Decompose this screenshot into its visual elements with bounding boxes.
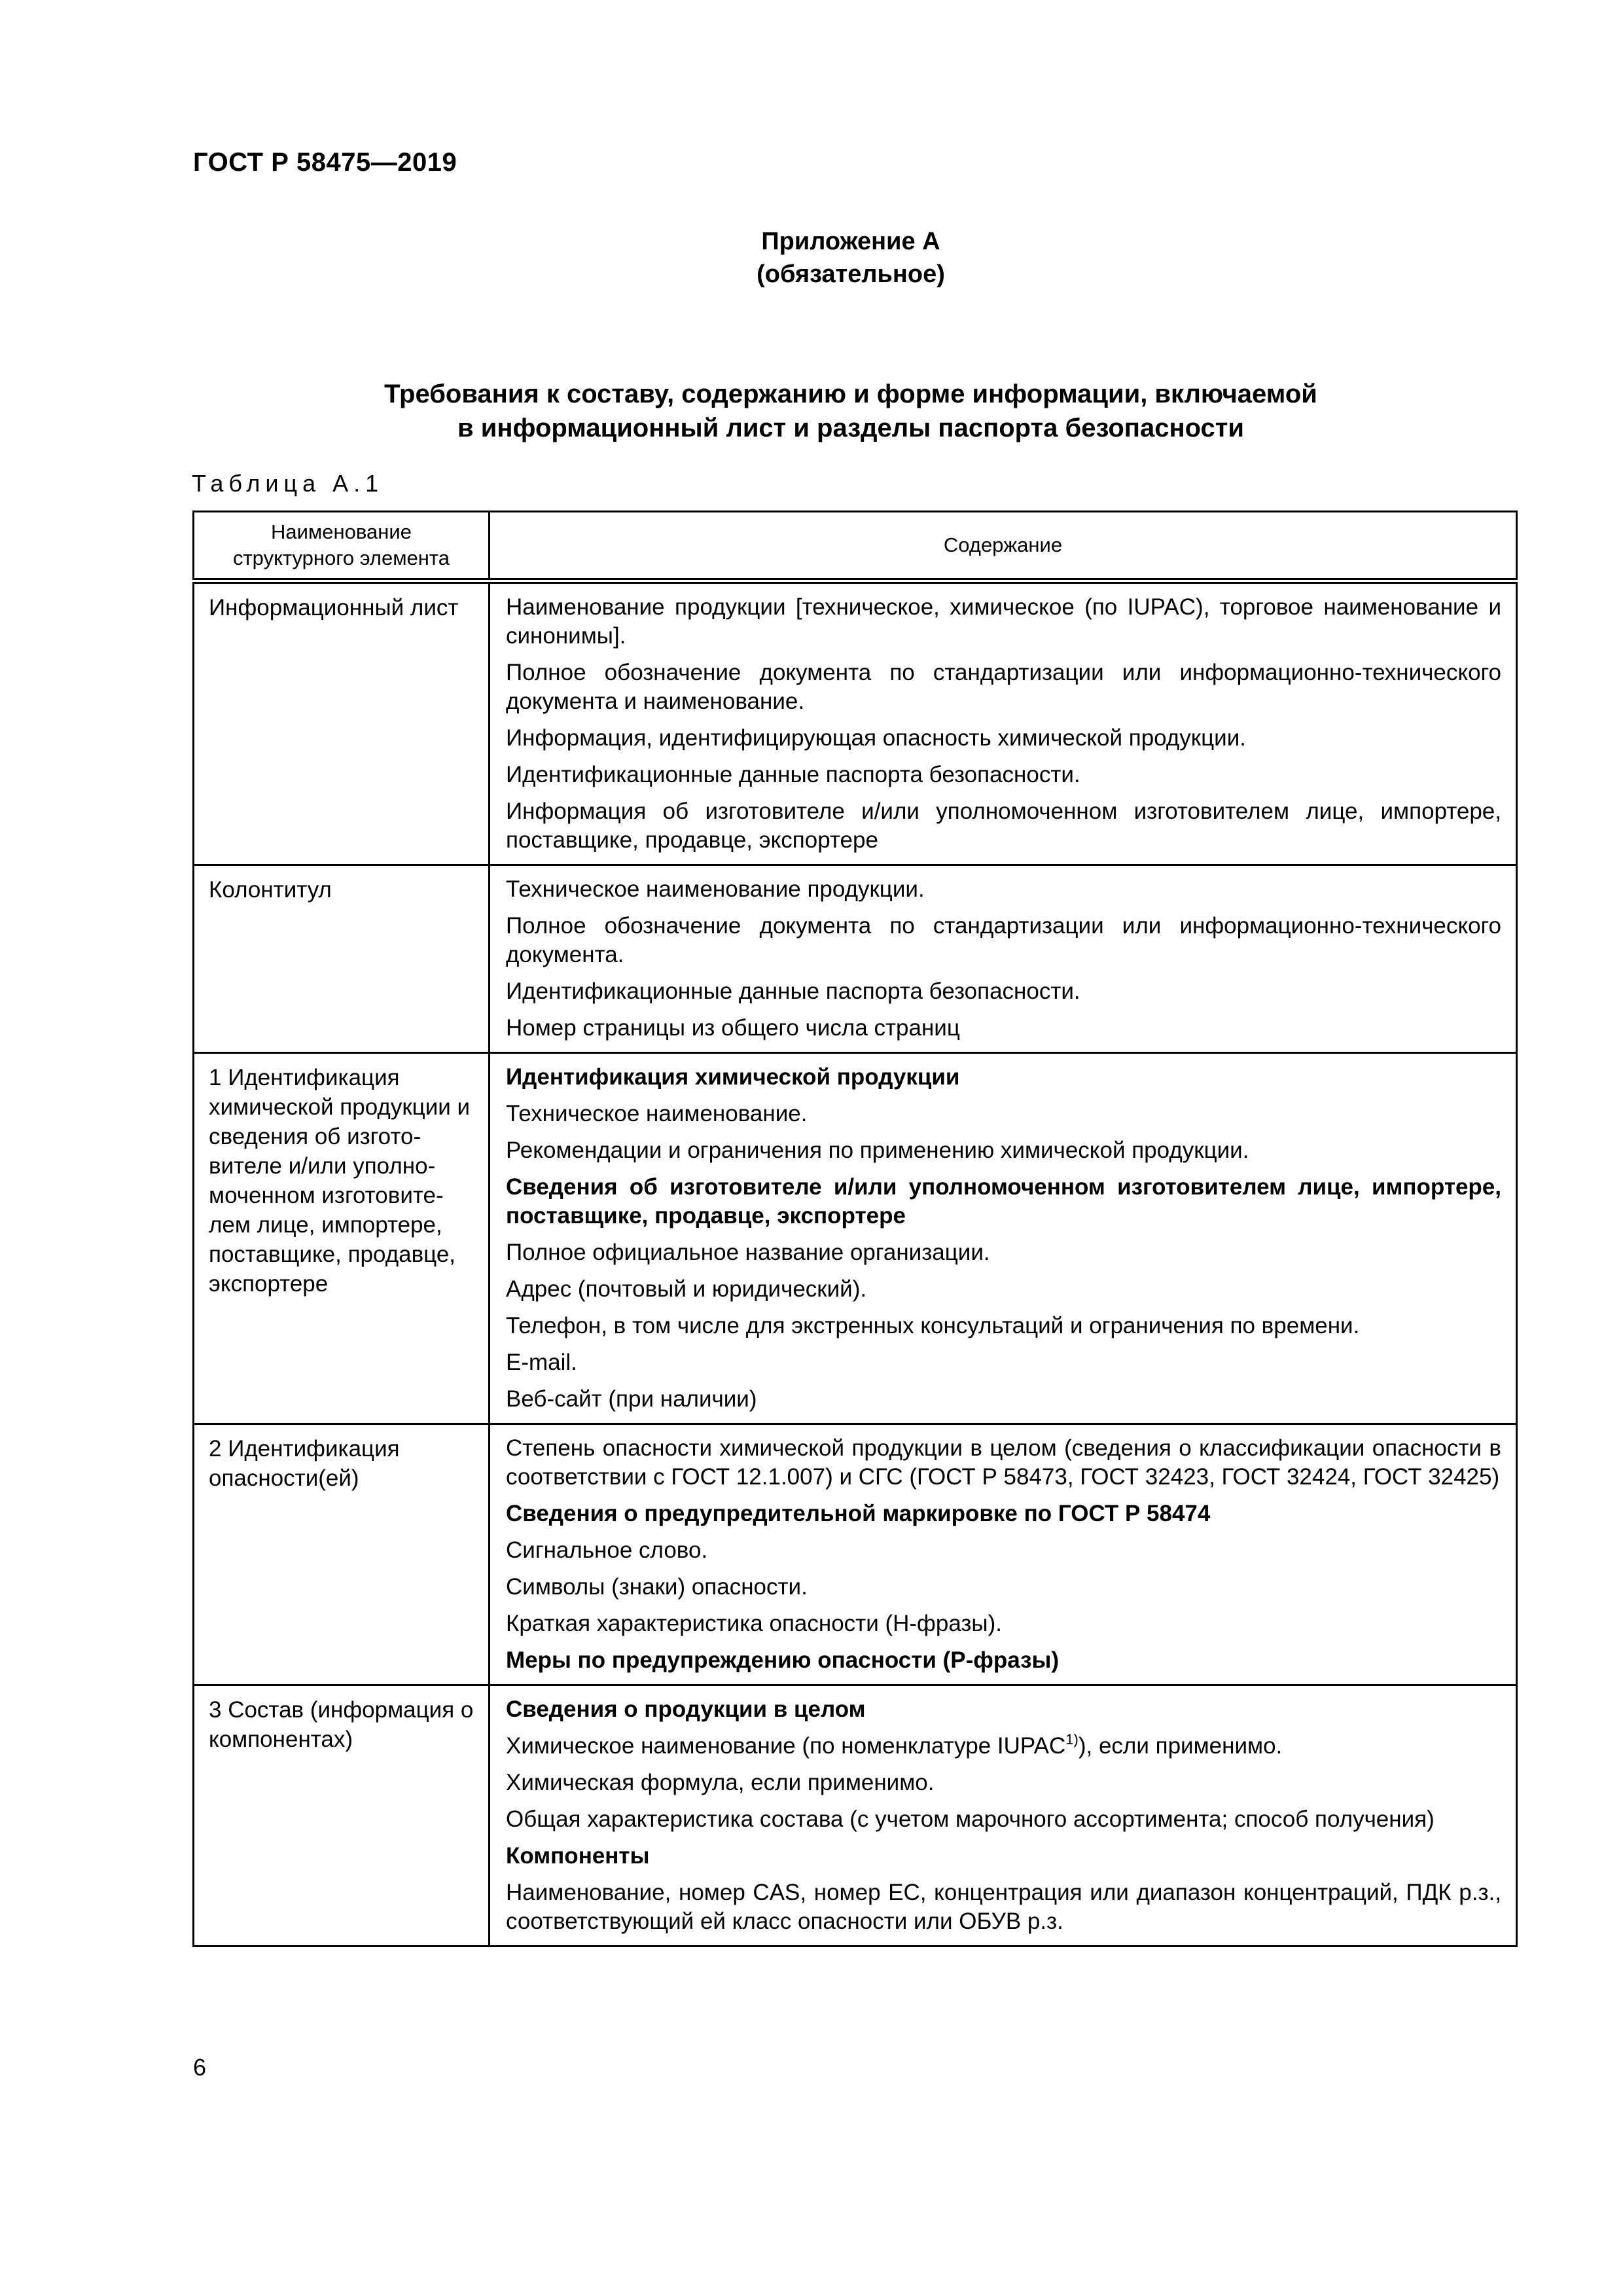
content-line: Техническое наименование продукции. <box>506 876 925 902</box>
table-label: Таблица А.1 <box>192 470 384 497</box>
content-line: Химическая формула, если применимо. <box>506 1770 935 1795</box>
content-line: Веб-сайт (при наличии) <box>506 1386 757 1412</box>
row-name: 3 Состав (информация о компонентах) <box>194 1685 490 1946</box>
footnote-ref: 1) <box>1065 1731 1079 1748</box>
row-content <box>490 1685 1517 1946</box>
table-row <box>194 581 1517 865</box>
content-line: Идентификационные данные паспорта безопасности. <box>506 978 1080 1004</box>
annex-title: Приложение А <box>761 228 940 255</box>
content-line: Сигнальное слово. <box>506 1537 708 1563</box>
column-header-element-name: Наименование структурного элемента <box>194 512 490 581</box>
content-line: Информация, идентифицирующая опасность химической продукции. <box>506 725 1246 751</box>
row-name: 2 Идентификация опасности(ей) <box>194 1424 490 1685</box>
row-content <box>490 581 1517 865</box>
content-line: Наименование, номер CAS, номер ЕС, концентрация или диапазон концентраций, ПДК р.з., соответствующий ей класс опасности или ОБУВ р.з. <box>506 1880 1501 1934</box>
content-subheading: Компоненты <box>506 1843 650 1869</box>
content-line: Полное официальное название организации. <box>506 1240 990 1265</box>
table-row <box>194 1685 1517 1946</box>
content-subheading: Сведения об изготовителе и/или уполномоченном изготовителем лице, импортере, поставщике, продавце, экспортере <box>506 1174 1501 1229</box>
content-line: Адрес (почтовый и юридический). <box>506 1276 867 1302</box>
content-line: E-mail. <box>506 1350 577 1375</box>
table-row <box>194 1053 1517 1424</box>
content-line: Символы (знаки) опасности. <box>506 1574 808 1600</box>
requirements-title-line-2: в информационный лист и разделы паспорта безопасности <box>457 414 1244 442</box>
content-line: Номер страницы из общего числа страниц <box>506 1015 960 1041</box>
page-number: 6 <box>193 2054 207 2081</box>
row-name: Колонтитул <box>194 865 490 1053</box>
content-subheading: Меры по предупреждению опасности (Р-фразы) <box>506 1647 1060 1673</box>
row-name: Информационный лист <box>194 581 490 865</box>
requirements-title <box>190 377 1512 445</box>
row-name: 1 Идентификация химической продукции и сведения об изготовителе и/или уполномоченном изготовителем лице, импортере, поставщике, продавце, экспортере <box>194 1053 490 1424</box>
row-content <box>490 1424 1517 1685</box>
content-line: Наименование продукции [техническое, химическое (по IUPAC), торговое наименование и синонимы]. <box>506 594 1501 649</box>
requirements-title-line-1: Требования к составу, содержанию и форме информации, включаемой <box>384 380 1317 408</box>
content-line: Полное обозначение документа по стандартизации или информационно-технического документа и наименование. <box>506 660 1501 714</box>
content-subheading: Сведения о продукции в целом <box>506 1696 866 1722</box>
content-subheading: Сведения о предупредительной маркировке по ГОСТ Р 58474 <box>506 1501 1211 1526</box>
row-content <box>490 1053 1517 1424</box>
table-row <box>194 1424 1517 1685</box>
row-content <box>490 865 1517 1053</box>
annex-heading <box>190 225 1512 291</box>
content-line: Химическое наименование (по номенклатуре IUPAC$^{1)}$), если применимо. <box>506 1731 1283 1759</box>
document-code: ГОСТ Р 58475—2019 <box>193 148 457 177</box>
content-line: Краткая характеристика опасности (Н-фразы). <box>506 1611 1002 1636</box>
table-row <box>194 865 1517 1053</box>
content-line: Рекомендации и ограничения по применению химической продукции. <box>506 1138 1249 1163</box>
content-line: Степень опасности химической продукции в целом (сведения о классификации опасности в соответствии с ГОСТ 12.1.007) и СГС (ГОСТ Р 58473, ГОСТ 32423, ГОСТ 32424, ГОСТ 32425) <box>506 1435 1501 1490</box>
annex-status: (обязательное) <box>757 260 945 288</box>
requirements-table <box>192 511 1518 1947</box>
content-line: Идентификационные данные паспорта безопасности. <box>506 762 1080 787</box>
content-line: Общая характеристика состава (с учетом марочного ассортимента; способ получения) <box>506 1806 1435 1832</box>
table-header-row <box>194 512 1517 581</box>
content-line: Полное обозначение документа по стандартизации или информационно-технического документа. <box>506 913 1501 967</box>
content-line: Информация об изготовителе и/или уполномоченном изготовителем лице, импортере, поставщике, продавце, экспортере <box>506 798 1501 853</box>
content-line: Техническое наименование. <box>506 1101 808 1126</box>
content-line: Телефон, в том числе для экстренных консультаций и ограничения по времени. <box>506 1313 1360 1338</box>
content-subheading: Идентификация химической продукции <box>506 1064 960 1090</box>
column-header-content: Содержание <box>490 512 1517 581</box>
